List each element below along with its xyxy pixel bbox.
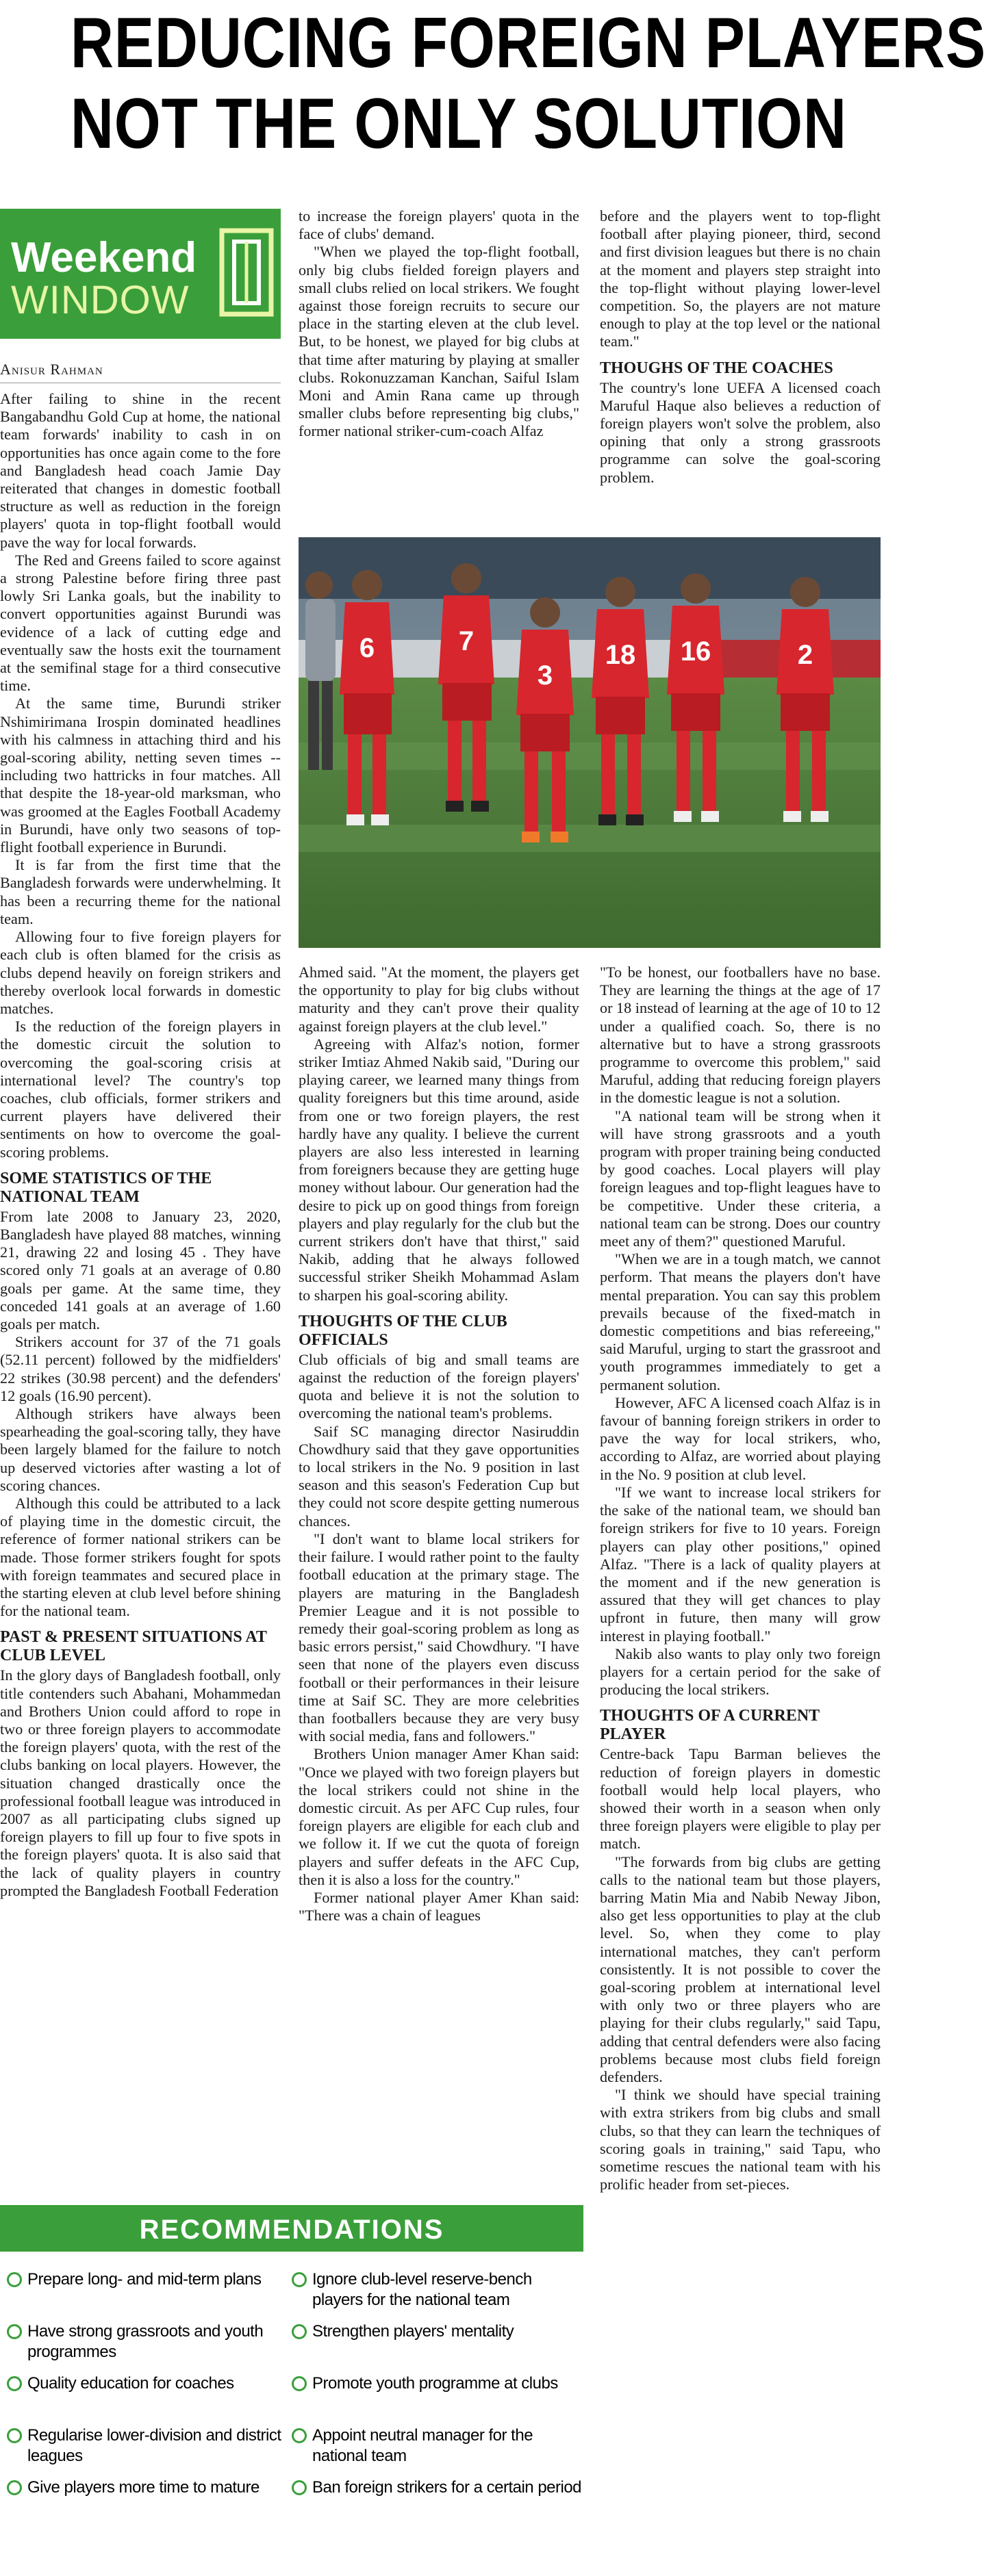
recommendations-title: RECOMMENDATIONS [0, 2208, 583, 2252]
recommendation-text: Give players more time to mature [27, 2478, 260, 2497]
recommendation-item [7, 2362, 282, 2414]
recommendations-list [0, 2252, 583, 2519]
article-column-3-bottom [600, 964, 881, 2576]
recommendation-item [7, 2466, 282, 2519]
bullet-circle-icon [7, 2324, 22, 2339]
paragraph: "A national team will be strong when it will have strong grassroots and a youth program with proper training being conducted by good coaches. Local players will play foreign leagues and top-flight leagues have to be competitive. Under these criteria, a national team can be strong. Does our country meet any of them?" questioned Maruful. [600, 1107, 881, 1250]
bullet-circle-icon [292, 2480, 307, 2495]
headline-line-2: NOT THE ONLY SOLUTION [70, 84, 847, 164]
paragraph: Brothers Union manager Amer Khan said: "Once we played with two foreign players but the local strikers could not shine in the domestic circuit. As per AFC Cup rules, four foreign players are eligible for each club and we follow it. If we cut the quota of foreign players and suffer defeats in the AFC Cup, then it is also a loss for the country." [299, 1745, 579, 1888]
paragraph: Nakib also wants to play only two foreign players for a certain period for the sake of producing the local strikers. [600, 1645, 881, 1699]
paragraph: Although strikers have always been spearheading the goal-scoring tally, they have been largely blamed for the failure to notch up deserved victories after wasting a lot of scoring chances. [0, 1404, 281, 1494]
paragraph: Allowing four to five foreign players for each club is often blamed for the crisis as clubs depend heavily on foreign strikers and thereby overlook local forwards in domestic matches. [0, 928, 281, 1017]
recommendation-text: Have strong grassroots and youth programmes [27, 2322, 264, 2361]
jersey-number: 16 [680, 636, 711, 667]
team-photo-illustration [299, 537, 881, 948]
recommendation-text: Regularise lower-division and district leagues [27, 2426, 281, 2465]
bullet-circle-icon [292, 2376, 307, 2391]
recommendation-item [7, 2414, 282, 2466]
paragraph: "I don't want to blame local strikers for their failure. I would rather point to the faulty football education at the primary stage. The players are maturing in the Bangladesh Premier League and it is not possible to remedy their goal-scoring problem as long as basic errors persist," said Chowdhury. "I have seen that none of the players even discuss football or their performances in their leisure time at Saif SC. They are more celebrities than footballers because they are very busy with social media, fans and followers." [299, 1530, 579, 1745]
jersey-number: 18 [605, 640, 636, 670]
section-heading-club-level: PAST & PRESENT SITUATIONS AT CLUB LEVEL [0, 1628, 267, 1665]
bullet-circle-icon [7, 2272, 22, 2287]
paragraph: Club officials of big and small teams are against the reduction of the foreign players' quota and believe it is not the solution to overcoming the national team's problems. [299, 1350, 579, 1422]
article-column-3-top [600, 207, 881, 532]
recommendation-text: Quality education for coaches [27, 2374, 234, 2393]
paragraph: At the same time, Burundi striker Nshimirimana Irospin dominated headlines with his calmness in attaching third and his goal-scoring ability, netting seven times -- including two hattricks in four matches. All that despite the 18-year-old marksman, who was groomed at the Eagles Football Academy in Burundi, have only two seasons of top-flight football experience in Burundi. [0, 695, 281, 856]
paragraph: Saif SC managing director Nasiruddin Chowdhury said that they gave opportunities to local strikers in the No. 9 position in last season and this season's Federation Cup but they could not score despite getting numerous chances. [299, 1422, 579, 1530]
paragraph: Strikers account for 37 of the 71 goals (52.11 percent) followed by the midfielders' 22 strikes (30.98 percent) and the defenders' 12 goals (16.90 percent). [0, 1333, 281, 1404]
jersey-number: 6 [359, 633, 375, 663]
recommendation-text: Ban foreign strikers for a certain period [312, 2478, 582, 2497]
team-photo [299, 537, 881, 948]
paragraph: The country's lone UEFA A licensed coach Maruful Haque also believes a reduction of foreign players won't solve the problem, also opining that only a strong grassroots programme can solve the goal-scoring problem. [600, 378, 881, 486]
jersey-number: 3 [537, 660, 553, 691]
paragraph: It is far from the first time that the Bangladesh forwards were underwhelming. It has been a recurring theme for the national team. [0, 856, 281, 927]
weekend-window-logo [0, 209, 281, 339]
paragraph: "I think we should have special training with extra strikers from big clubs and small clubs, so that they can learn the techniques of scoring goals in training," said Tapu, who sometime rescues the national team with his prolific header from set-pieces. [600, 2086, 881, 2193]
headline [70, 3, 986, 164]
recommendation-item [7, 2310, 282, 2362]
paragraph: However, AFC A licensed coach Alfaz is in favour of banning foreign strikers in order to pave the way for local strikers, who, according to Alfaz, are worried about playing in the No. 9 position at club level. [600, 1393, 881, 1483]
section-heading-club-officials: THOUGHTS OF THE CLUB OFFICIALS [299, 1312, 507, 1349]
paragraph: "To be honest, our footballers have no base. They are learning the things at the age of 17 or 18 instead of learning at the age of 10 to 12 under a qualified coach. So, there is no alternative but to have a strong grassroots programme to overcome this problem," said Maruful, adding that reducing foreign players in the domestic league is not a solution. [600, 964, 881, 1107]
recommendation-text: Promote youth programme at clubs [312, 2374, 558, 2393]
paragraph: "When we played the top-flight football, only big clubs fielded foreign players and small clubs relied on local strikers. We fought against those foreign recruits to secure our place in the starting eleven at the club level. But, to be honest, we played for big clubs at that time after maturing by playing at smaller clubs. Rokonuzzaman Kanchan, Saiful Islam Moni and Amin Rana came up through smaller clubs before representing big clubs," former national striker-cum-coach Alfaz [299, 243, 579, 440]
paragraph: Agreeing with Alfaz's notion, former striker Imtiaz Ahmed Nakib said, "During our playing career, we learned many things from quality foreigners but this time around, aside from one or two foreign players, the rest hardly have any quality. I believe the current players are also less interested in learning from foreigners because they are getting huge money without labour. Our generation had the desire to pick up on good things from foreign players and play regularly for the club but the current strikers don't have that thirst," said Nakib, adding that he always followed successful striker Sheikh Mohammad Aslam to sharpen his goal-scoring ability. [299, 1035, 579, 1304]
paragraph: Is the reduction of the foreign players in the domestic circuit the solution to overcoming the goal-scoring crisis at international level? The country's top coaches, club officials, former strikers and current players have delivered their sentiments on how to overcome the goal-scoring problems. [0, 1018, 281, 1161]
paragraph: In the glory days of Bangladesh football, only title contenders such Abahani, Mohammedan and Brothers Union could afford to rope in two or three foreign players to accommodate the foreign players' quota, with the rest of the clubs banking on local players. However, the situation changed drastically once the professional football league was introduced in 2007 as all participating clubs signed up foreign players to fill up four to five spots in the foreign players' quota. It is also said that the lack of quality players in country prompted the Bangladesh Football Federation [0, 1666, 281, 1899]
jersey-number: 2 [797, 640, 813, 670]
paragraph: After failing to shine in the recent Bangabandhu Gold Cup at home, the national team forwards' inability to cash in on opportunities has once again come to the fore and Bangladesh head coach Jamie Day reiterated that changes in domestic football structure as well as reduction in the foreign players' quota in top-flight football would pave the way for local forwards. [0, 390, 281, 551]
recommendations-box [0, 2205, 583, 2576]
bullet-circle-icon [7, 2376, 22, 2391]
bullet-circle-icon [292, 2324, 307, 2339]
recommendation-item [292, 2258, 586, 2310]
recommendation-text: Ignore club-level reserve-bench players for the national team [312, 2270, 532, 2309]
bullet-circle-icon [292, 2272, 307, 2287]
bullet-circle-icon [292, 2428, 307, 2443]
recommendation-item [292, 2310, 586, 2362]
paragraph: "When we are in a tough match, we cannot perform. That means the players don't have mental preparation. You can say this problem prevails because of the fixed-match in domestic competitions and bias refereeing," said Maruful, urging to start the grassroot and youth programmes immediately to get a permanent solution. [600, 1250, 881, 1393]
paragraph: to increase the foreign players' quota in the face of clubs' demand. [299, 207, 579, 243]
section-heading-statistics: SOME STATISTICS OF THE NATIONAL TEAM [0, 1169, 212, 1206]
paragraph: Although this could be attributed to a lack of playing time in the domestic circuit, the reference of former national strikers can be made. Those former strikers fought for spots with foreign teammates and secured place in the starting eleven at club level before shining for the national team. [0, 1494, 281, 1620]
recommendation-text: Strengthen players' mentality [312, 2322, 514, 2341]
window-frame-icon [219, 228, 274, 317]
paragraph: The Red and Greens failed to score against a strong Palestine before firing three past lowly Sri Lanka goals, but the inability to convert opportunities against Burundi was evidence of a lack of cutting edge and eventually saw the hosts exit the tournament at the semifinal stage for a third consecutive time. [0, 551, 281, 695]
paragraph: Ahmed said. "At the moment, the players get the opportunity to play for big clubs without maturity and they can't prove their quality against foreign players at the club level." [299, 964, 579, 1035]
byline: Anisur Rahman [0, 361, 281, 383]
bullet-circle-icon [7, 2428, 22, 2443]
headline-line-1: REDUCING FOREIGN PLAYERS [70, 3, 986, 83]
bullet-circle-icon [7, 2480, 22, 2495]
article-column-2-bottom [299, 964, 579, 2204]
paragraph: "The forwards from big clubs are getting calls to the national team but those players, barring Matin Mia and Nabib Neway Jibon, also get less opportunities to play at the club level. So, when they come to play international matches, they can't perform consistently. It is not possible to cover the goal-scoring problem at international level with only two or three players who are playing for their clubs regularly," said Tapu, adding that central defenders were also facing problems because most clubs field foreign defenders. [600, 1853, 881, 2085]
section-heading-coaches: THOUGHS OF THE COACHES [600, 359, 833, 377]
paragraph: "If we want to increase local strikers for the sake of the national team, we should ban foreign strikers for five to 10 years. Foreign players can play other positions," opined Alfaz. "There is a lack of quality players at the moment and if the new generation is assured that they will get chances to play upfront in future, then many will grow interest in playing football." [600, 1483, 881, 1645]
paragraph: Centre-back Tapu Barman believes the reduction of foreign players in domestic football would help local players, who showed their worth in a season when only three foreign players were eligible to play per match. [600, 1745, 881, 1853]
article-column-1 [0, 390, 281, 2204]
paragraph: Former national player Amer Khan said: "There was a chain of leagues [299, 1888, 579, 1924]
recommendation-text: Prepare long- and mid-term plans [27, 2270, 262, 2289]
recommendation-item [292, 2414, 586, 2466]
logo-word-weekend: Weekend [11, 234, 197, 281]
recommendation-item [292, 2466, 586, 2519]
recommendation-item [7, 2258, 282, 2310]
recommendation-text: Appoint neutral manager for the national team [312, 2426, 533, 2465]
article-column-2-top [299, 207, 579, 532]
section-heading-current-player: THOUGHTS OF A CURRENT PLAYER [600, 1707, 820, 1744]
jersey-number: 7 [458, 626, 475, 656]
recommendation-item [292, 2362, 586, 2414]
paragraph: From late 2008 to January 23, 2020, Bangladesh have played 88 matches, winning 21, drawing 22 and losing 45 . They have scored only 71 goals at an average of 0.80 goals per game. At the same time, they conceded 141 goals at an average of 1.60 goals per match. [0, 1207, 281, 1332]
paragraph: before and the players went to top-flight football after playing pioneer, third, second and first division leagues but there is no chain at the moment and players step straight into the top-flight without playing lower-level competition. So, the players are not mature enough to play at the top level or the national team." [600, 207, 881, 350]
logo-word-window: WINDOW [11, 278, 190, 322]
